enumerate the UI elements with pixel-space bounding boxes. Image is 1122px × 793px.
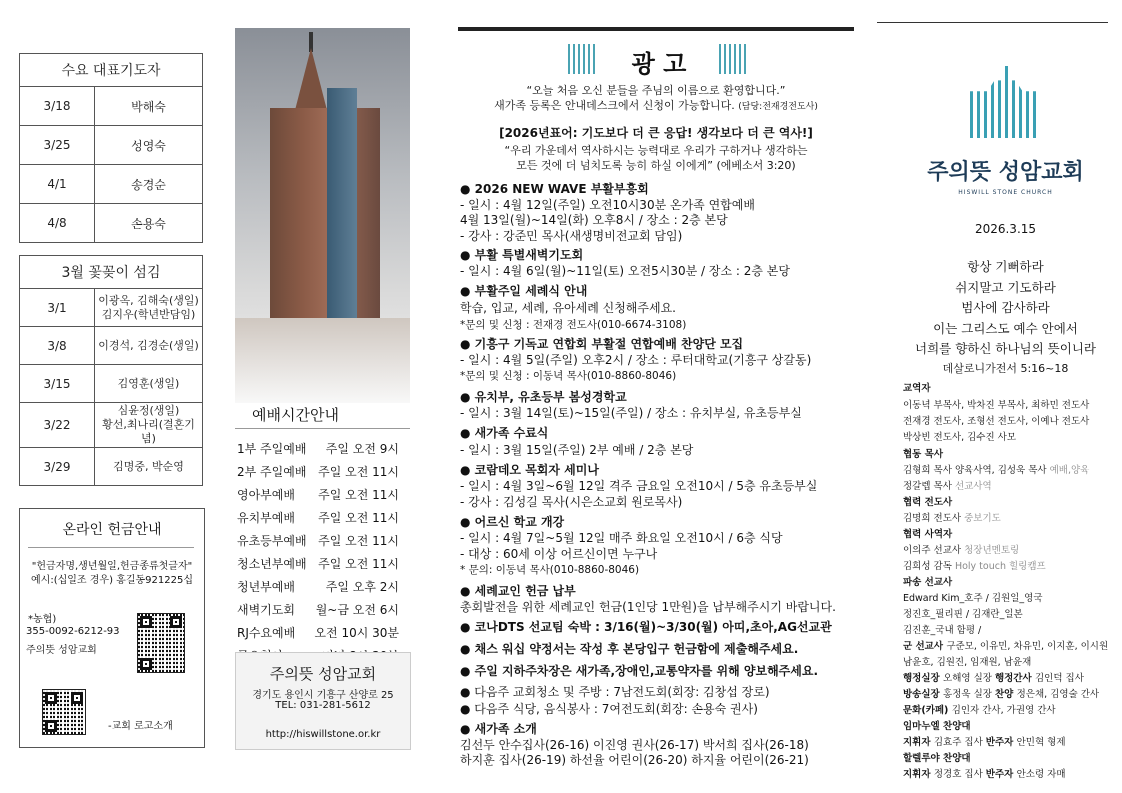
announcement-line: 하지훈 집사(26-19) 하선율 어린이(26-20) 하지율 어린이(26-21) [460, 753, 809, 767]
church-pillar-icon-right [719, 44, 749, 74]
offering-qr-code[interactable] [137, 613, 185, 673]
announcement-line: ● 부활 특별새벽기도회 [460, 248, 584, 262]
staff-text: 할렐루야 찬양대 [903, 753, 971, 764]
staff-text: 정진호_필리핀 / 김재란_일본 [903, 609, 1023, 620]
staff-line [903, 413, 1089, 427]
worship-name: 유초등부예배 [237, 534, 307, 548]
staff-text: 협력 전도사 [903, 497, 953, 508]
church-url[interactable]: http://hiswillstone.or.kr [265, 729, 381, 740]
worship-name: 청소년부예배 [237, 557, 307, 571]
staff-line [903, 478, 992, 492]
flowers-names-line-1: 이경석, 김경순(생일) [98, 338, 199, 352]
staff-text: 임마누엘 찬양대 [903, 721, 971, 732]
staff-line [903, 494, 952, 508]
announcement-line: 김선두 안수집사(26-16) 이진영 권사(26-17) 박서희 집사(26-18) [460, 738, 809, 752]
front-top-rule [877, 22, 1108, 23]
ads-title: 광 고 [631, 50, 687, 78]
flowers-title: 3월 꽃꽂이 섬김 [20, 256, 203, 289]
announcement-line: *문의 및 신청 : 전재경 전도사(010-6674-3108) [460, 319, 687, 331]
worship-item [237, 509, 399, 525]
worship-name: 1부 주일예배 [237, 442, 307, 456]
staff-line [903, 638, 1108, 652]
year-motto: [2026년표어: 기도보다 더 큰 응답! 생각보다 더 큰 역사!] [499, 126, 813, 140]
announcement-line: ● 2026 NEW WAVE 부활부흥회 [460, 182, 649, 196]
flowers-date: 3/29 [20, 448, 95, 486]
staff-text: 이동녁 부목사, 박차진 부목사, 최하민 전도사 [903, 400, 1090, 411]
church-building-photo [235, 28, 410, 403]
worship-name: RJ수요예배 [237, 626, 296, 640]
flowers-table [19, 255, 203, 486]
staff-line [903, 380, 931, 394]
staff-text: 정경호 집사 [933, 769, 986, 780]
flowers-row [20, 327, 203, 365]
staff-text: 홍정욱 실장 [943, 689, 995, 700]
worship-time: 주일 오전 9시 [325, 442, 399, 456]
announcement-line: ● 다음주 식당, 음식봉사 : 7여전도회(회장: 손용숙 권사) [460, 702, 758, 716]
staff-text: Holy touch 힐링캠프 [954, 561, 1046, 572]
flowers-names-line-1: 이광옥, 김해숙(생일) [98, 293, 199, 307]
wed-prayer-name: 박해숙 [95, 87, 203, 126]
staff-text: 남윤호, 김원진, 임재원, 남윤재 [903, 657, 1032, 668]
announcement-line: - 일시 : 3월 14일(토)~15일(주일) / 장소 : 유치부실, 유초등부실 [460, 406, 802, 420]
flowers-names [95, 327, 203, 365]
staff-line [903, 766, 1066, 780]
worship-name: 새벽기도회 [237, 603, 295, 617]
flowers-names-line-2: 김지우(학년반담임) [101, 307, 196, 321]
staff-text: 방송실장 [903, 689, 944, 700]
staff-text: 안민혁 형제 [1016, 737, 1066, 748]
wed-prayer-row [20, 126, 203, 165]
staff-text: 반주자 [985, 769, 1017, 780]
staff-line [903, 510, 1001, 524]
church-address: 경기도 용인시 기흥구 산양로 25 [252, 690, 394, 701]
flowers-names [95, 365, 203, 403]
announcement-line: ● 코람데오 목회자 세미나 [460, 463, 599, 477]
wed-prayer-row [20, 87, 203, 126]
worship-name: 유치부예배 [237, 511, 295, 525]
announcement-line: ● 채스 워십 약정서는 작성 후 본당입구 헌금함에 제출해주세요. [460, 642, 799, 656]
church-pillar-icon-left [568, 44, 598, 74]
flowers-date: 3/15 [20, 365, 95, 403]
worship-item [237, 463, 399, 479]
worship-item [237, 601, 399, 617]
staff-text: 박상빈 전도사, 김수진 사모 [903, 432, 1017, 443]
worship-item [237, 624, 399, 640]
worship-time: 주일 오전 11시 [318, 488, 399, 502]
church-info-box [235, 652, 411, 750]
staff-text: 협동 목사 [903, 449, 944, 460]
ads-top-rule [458, 27, 854, 31]
front-church-eng: HISWILL STONE CHURCH [958, 189, 1053, 196]
worship-item [237, 555, 399, 571]
worship-item [237, 486, 399, 502]
worship-time: 주일 오후 2시 [325, 580, 399, 594]
wed-prayer-name: 손용숙 [95, 204, 203, 243]
flowers-names [95, 289, 203, 327]
staff-text: Edward Kim_호주 / 김원일_영국 [903, 593, 1043, 604]
announcement-line: * 문의: 이동녁 목사(010-8860-8046) [460, 564, 640, 576]
announcement-line: ● 기흥구 기독교 연합회 부활절 연합예배 찬양단 모집 [460, 337, 744, 351]
staff-text: 문화(카페) [903, 705, 952, 716]
online-divider [28, 547, 194, 548]
staff-text: 파송 선교사 [903, 577, 953, 588]
worship-item [237, 578, 399, 594]
flowers-date: 3/22 [20, 403, 95, 448]
worship-time: 주일 오전 11시 [318, 534, 399, 548]
flowers-date: 3/8 [20, 327, 95, 365]
online-note-1: "헌금자명,생년월일,헌금종류첫글자" [31, 561, 193, 572]
announcement-line: ● 부활주일 세례식 안내 [460, 284, 588, 298]
staff-text: 군 선교사 [903, 641, 947, 652]
welcome-line-1: “오늘 처음 오신 분들을 주님의 이름으로 환영합니다.” [526, 84, 786, 97]
staff-text: 양육사역 [954, 465, 992, 476]
announcement-line: ● 유치부, 유초등부 봄성경학교 [460, 390, 627, 404]
announcement-line: ● 주일 지하주차장은 새가족,장애인,교통약자를 위해 양보해주세요. [460, 664, 819, 678]
staff-line [903, 622, 981, 636]
church-tel: TEL: 031-281-5612 [275, 700, 371, 711]
worship-time: 오전 10시 30분 [314, 626, 399, 640]
staff-text: 지휘자 [903, 769, 934, 780]
flowers-names-line-2: 황선,최나리(결혼기념) [102, 418, 195, 445]
flowers-names-line-1: 김명중, 박순영 [113, 459, 184, 473]
announcement-line: ● 어르신 학교 개강 [460, 515, 565, 529]
flowers-date: 3/1 [20, 289, 95, 327]
staff-text: 김진훈_국내 함평 / [903, 625, 982, 636]
online-title: 온라인 헌금안내 [62, 522, 162, 538]
staff-text: 김인덕 집사 [1034, 673, 1084, 684]
verse-line: 이는 그리스도 예수 안에서 [933, 320, 1078, 336]
announcement-line: *문의 및 신청 : 이동녁 목사(010-8860-8046) [460, 370, 677, 382]
account-number: 355-0092-6212-93 [26, 626, 120, 637]
staff-line [903, 734, 1066, 748]
logo-caption: -교회 로고소개 [108, 721, 173, 732]
wed-prayer-date: 3/25 [20, 126, 95, 165]
front-church-name: 주의뜻 성암교회 [927, 160, 1084, 185]
staff-line [903, 558, 1046, 572]
wed-prayer-row [20, 165, 203, 204]
staff-text: 찬양 [994, 689, 1017, 700]
staff-text: 정갈렙 목사 [903, 481, 955, 492]
welcome-line-2: 새가족 등록은 안내데스크에서 신청이 가능합니다. (담당:전재경전도사) [494, 99, 818, 112]
worship-item [237, 440, 399, 456]
announcement-line: - 일시 : 4월 5일(주일) 오후2시 / 장소 : 루터대학교(기흥구 상갈동) [460, 353, 812, 367]
announcement-line: - 대상 : 60세 이상 어르신이면 누구나 [460, 547, 658, 561]
online-offering-box [19, 508, 205, 748]
bank-name: *농협) [28, 614, 57, 625]
flowers-names-line-1: 심윤정(생일) [117, 404, 180, 417]
announcement-line: ● 새가족 수료식 [460, 426, 549, 440]
staff-text: , 김성욱 목사 [991, 465, 1050, 476]
verse-line: 항상 기뻐하라 [967, 259, 1044, 274]
wed-prayer-title: 수요 대표기도자 [20, 54, 203, 87]
announcement-line: - 강사 : 강준민 목사(새생명비전교회 담임) [460, 229, 683, 243]
staff-line [903, 429, 1016, 443]
staff-text: 안소령 자매 [1016, 769, 1066, 780]
staff-line [903, 446, 943, 460]
account-holder: 주의뜻 성암교회 [26, 645, 97, 656]
staff-text: 김형희 목사 [903, 465, 955, 476]
wed-prayer-date: 4/1 [20, 165, 95, 204]
flowers-names [95, 448, 203, 486]
announcement-line: - 일시 : 4월 6일(월)~11일(토) 오전5시30분 / 장소 : 2층 본당 [460, 264, 790, 278]
wed-prayer-name: 성영숙 [95, 126, 203, 165]
staff-text: 정은채, 김영술 간사 [1016, 689, 1100, 700]
staff-text: 김인자 간사, 가권영 간사 [951, 705, 1056, 716]
staff-text: 김희성 감독 [903, 561, 955, 572]
announcement-line: 4월 13일(월)~14일(화) 오후8시 / 장소 : 2층 본당 [460, 213, 728, 227]
announcement-line: - 강사 : 김성길 목사(시은소교회 원로목사) [460, 495, 683, 509]
worship-name: 2부 주일예배 [237, 465, 307, 479]
staff-line [903, 542, 1019, 556]
flowers-names [95, 403, 203, 448]
announcement-line: ● 다음주 교회청소 및 주방 : 7남전도회(회장: 김창섭 장로) [460, 685, 770, 699]
motto-verse-2: 모든 것에 더 넘치도록 능히 하실 이에게” (에베소서 3:20) [516, 159, 796, 172]
online-note-2: 예시:(십일조 경우) 홍길동921225십 [31, 575, 193, 586]
staff-text: 중보기도 [964, 513, 1001, 524]
staff-text: 오해영 실장 [943, 673, 995, 684]
announcement-line: ● 코나DTS 선교팀 숙박 : 3/16(월)~3/30(월) 아띠,초아,AG선교관 [460, 620, 832, 634]
staff-line [903, 462, 1089, 476]
worship-time: 주일 오전 11시 [318, 465, 399, 479]
church-logo-qr-code[interactable] [42, 689, 86, 735]
motto-verse-1: “우리 가운데서 역사하시는 능력대로 우리가 구하거나 생각하는 [504, 144, 808, 157]
wed-prayer-name: 송경순 [95, 165, 203, 204]
worship-item [237, 532, 399, 548]
staff-text: 김효주 집사 [933, 737, 986, 748]
staff-text: 협력 사역자 [903, 529, 953, 540]
staff-text: 구준모, 이유민, 차유민, 이지훈, 이시원 [946, 641, 1109, 652]
verse-line: 쉬지말고 기도하라 [955, 279, 1056, 295]
worship-divider [235, 428, 410, 429]
staff-text: 이의주 선교사 [903, 545, 965, 556]
staff-text: 행정실장 [903, 673, 944, 684]
worship-time: 주일 오전 11시 [318, 511, 399, 525]
flowers-names-line-1: 김영훈(생일) [117, 376, 180, 390]
wed-prayer-table [19, 53, 203, 243]
verse-line: 너희를 향하신 하나님의 뜻이니라 [915, 341, 1096, 356]
worship-time: 월~금 오전 6시 [315, 603, 399, 617]
bulletin-date: 2026.3.15 [974, 222, 1037, 236]
worship-title: 예배시간안내 [252, 406, 339, 424]
staff-text: 선교사역 [954, 481, 992, 492]
announcement-line: 총회발전을 위한 세례교인 헌금(1인당 1만원)을 납부해주시기 바랍니다. [460, 600, 836, 614]
staff-line [903, 574, 952, 588]
staff-line [903, 526, 952, 540]
worship-name: 청년부예배 [237, 580, 295, 594]
staff-line [903, 590, 1043, 604]
verse-line: 범사에 감사하라 [961, 300, 1050, 315]
announcement-line: - 일시 : 3월 15일(주일) 2부 예배 / 2층 본당 [460, 443, 694, 457]
staff-text: 교역자 [903, 383, 931, 394]
staff-text: 청장년멘토링 [964, 545, 1020, 556]
flowers-row [20, 448, 203, 486]
verse-reference: 데살로니가전서 5:16~18 [942, 361, 1069, 375]
staff-text: 예배,양육 [1049, 465, 1090, 476]
staff-line [903, 606, 1023, 620]
staff-line [903, 702, 1056, 716]
flowers-row [20, 289, 203, 327]
staff-line [903, 718, 971, 732]
announcement-line: ● 세례교인 헌금 납부 [460, 584, 576, 598]
flowers-row [20, 365, 203, 403]
staff-text: 지휘자 [903, 737, 934, 748]
announcement-line: - 일시 : 4월 12일(주일) 오전10시30분 온가족 연합예배 [460, 198, 755, 212]
church-logo-icon [970, 66, 1040, 138]
staff-line [903, 686, 1099, 700]
worship-time: 주일 오전 11시 [318, 557, 399, 571]
wed-prayer-date: 3/18 [20, 87, 95, 126]
worship-name: 영아부예배 [237, 488, 295, 502]
staff-line [903, 654, 1031, 668]
wed-prayer-date: 4/8 [20, 204, 95, 243]
staff-text: 반주자 [985, 737, 1017, 748]
staff-text: 행정간사 [994, 673, 1035, 684]
staff-line [903, 397, 1089, 411]
flowers-row [20, 403, 203, 448]
staff-text: 전재경 전도사, 조형선 전도사, 이예나 전도사 [903, 416, 1090, 427]
wed-prayer-row [20, 204, 203, 243]
announcement-line: ● 새가족 소개 [460, 722, 537, 736]
staff-line [903, 750, 971, 764]
staff-text: 김명희 전도사 [903, 513, 965, 524]
announcement-line: 학습, 입교, 세례, 유아세례 신청해주세요. [460, 301, 676, 315]
staff-line [903, 670, 1084, 684]
announcement-line: - 일시 : 4월 3일~6월 12일 격주 금요일 오전10시 / 5층 유초등부실 [460, 479, 818, 493]
church-name: 주의뜻 성암교회 [269, 665, 377, 683]
announcement-line: - 일시 : 4월 7일~5월 12일 매주 화요일 오전10시 / 6층 식당 [460, 531, 783, 545]
